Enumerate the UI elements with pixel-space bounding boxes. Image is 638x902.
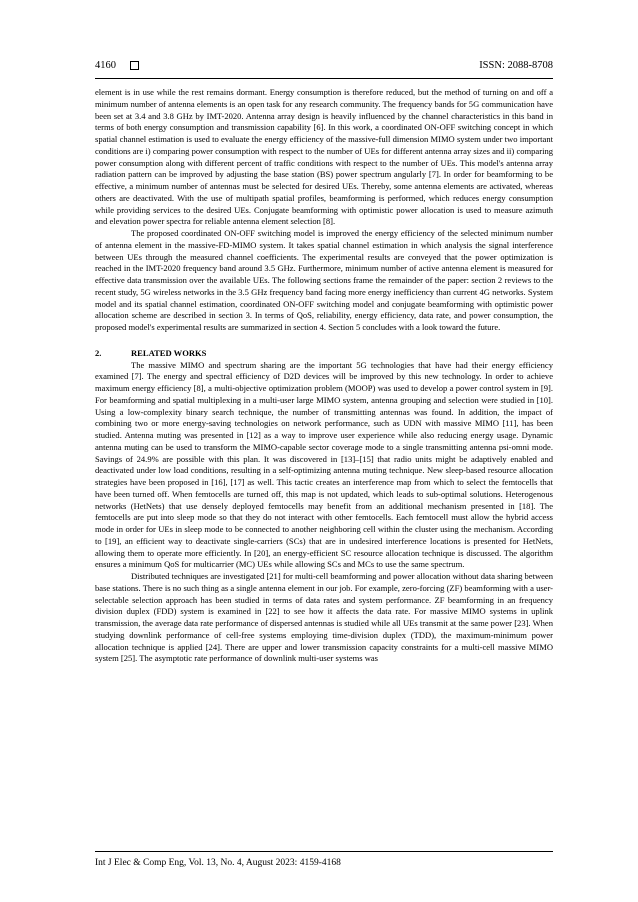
square-bullet-icon — [130, 61, 139, 70]
page-footer: Int J Elec & Comp Eng, Vol. 13, No. 4, August 2023: 4159-4168 — [95, 858, 341, 868]
paragraph-intro-continued: element is in use while the rest remains dormant. Energy consumption is therefore reduced, but the method of turning on and off a minimum number of antenna elements is an open task for any research community. The frequency bands for 5G communication have been set at 3.4 and 3.8 GHz by IMT-2020. Antenna array design is heavily influenced by the channel characteristics in this band in terms of both energy consumption and transmission capability [6]. In this work, a coordinated ON-OFF switching concept in which spatial channel estimation is used to evaluate the energy efficiency of the massive-full dimension MIMO system under two important conditions are i) comparing power consumption with respect to the number of UEs for different antenna array sizes and ii) comparing power consumption along with different percent of traffic conditions with respect to the number of UEs. This model's antenna array radiation pattern can be improved by adjusting the base station (BS) power spectrum angularly [7]. In order for beamforming to be effective, a minimum number of antennas must be selected for desired UEs. Thereby, some antenna elements are activated, whereas others are deactivated. With the use of multipath spatial profiles, beamforming is performed, which reduces energy consumption while providing services to the desired UEs. Conjugate beamforming with optimistic power allocation is used to measure azimuth and elevation power spectra for reliable antenna element selection [8]. — [95, 87, 553, 227]
paragraph-related-works-2: Distributed techniques are investigated [21] for multi-cell beamforming and power allocation without data sharing between base stations. There is no such thing as a single antenna element in our job. For example, zero-forcing (ZF) beamforming with a user-selectable selection approach has been studied in terms of data rates and system performance. ZF beamforming in an frequency division duplex (FDD) system is examined in [22] to see how it affects the data rate. For massive MIMO systems in uplink transmission, the average data rate performance of dispersed antennas is studied while all UEs transmit at the same power [23]. When studying downlink performance of cell-free systems employing time-division duplex (TDD), the maximum-minimum power allocation technique is applied [24]. There are upper and lower transmission capacity constraints for a multi-cell massive MIMO system [25]. The asymptotic rate performance of downlink multi-user systems was — [95, 571, 553, 664]
paragraph-related-works-1: The massive MIMO and spectrum sharing are the important 5G technologies that have had their energy efficiency examined [7]. The energy and spectral efficiency of D2D devices will be improved by this new technology. In order to achieve maximum energy efficiency [8], a multi-objective optimization problem (MOOP) was used to develop a power control system in [9]. For beamforming and spatial multiplexing in a multi-user large MIMO system, antenna grouping and selection were studied in [10]. Using a low-complexity binary search technique, the number of transmitting antennas was found. In addition, the impact of combining two or more energy-saving technologies on network performance, such as UDN with massive MIMO [11], has been studied. Antenna muting was presented in [12] as a way to improve user experience while also reducing energy usage. Dynamic antenna muting can be used to transform the MIMO-capable sector coverage mode to a single transmitting antenna psi-omni mode. Savings of 24.9% are possible with this plan. It was discovered in [13]–[15] that radio units might be adaptively enabled and deactivated under low load conditions, resulting in a self-optimizing antenna muting technique. New sleep-based resource allocation strategies have been proposed in [16], [17] as well. This tactic creates an interference map from which to select the femtocells that have been turned off. When femtocells are turned off, this map is not updated, which leads to sub-optimal solutions. Heterogenous networks (HetNets) that use densely deployed femtocells may benefit from an additional mechanism presented in [18]. The femtocells are put into sleep mode so that they do not interact with other femtocells. Each femtocell must allow the hybrid access mode in order for UEs in sleep mode to be connected to another neighboring cell within the cluster using the mechanism. According to [19], an efficient way to deactivate single-carriers (SCs) that are in undesired interference locations is presented for HetNets, allowing them to operate more efficiently. In [20], an energy-efficient SC resource allocation technique is discussed. The algorithm ensures a minimum QoS for multicarrier (MC) UEs while allowing SCs and MCs to use the same spectrum. — [95, 359, 553, 570]
issn-label: ISSN: 2088-8708 — [479, 60, 553, 71]
page-header — [95, 60, 553, 71]
section-title: RELATED WORKS — [131, 347, 207, 358]
page-number: 4160 — [95, 60, 116, 71]
header-left — [95, 60, 139, 71]
paragraph-proposed-model: The proposed coordinated ON-OFF switching model is improved the energy efficiency of the selected minimum number of antenna element in the massive-FD-MIMO system. It takes spatial channel estimation in which analysis the signal interference between UEs through the measured channel coefficients. The experimental results are conveyed that the power optimization is reached in the IMT-2020 frequency band around 3.5 GHz. Furthermore, minimum number of active antenna element is measured for effective data transmission over the available UEs. The following sections frame the remainder of the paper: section 2 reviews to the recent study, 5G wireless networks in the 3.5 GHz frequency band facing more energy inefficiency than current 4G networks. System model and its spatial channel estimation, coordinated ON-OFF switching model and conjugate beamforming with optimistic power allocation scheme are described in section 3. In terms of QoS, reliability, energy efficiency, data rate, and power consumption, the proposed model's experimental results are summarized in section 4. Section 5 concludes with a look toward the future. — [95, 228, 553, 332]
footer-rule — [95, 851, 553, 852]
section-heading — [95, 348, 553, 360]
body-text — [95, 87, 553, 665]
header-rule — [95, 78, 553, 79]
section-number: 2. — [95, 347, 102, 358]
